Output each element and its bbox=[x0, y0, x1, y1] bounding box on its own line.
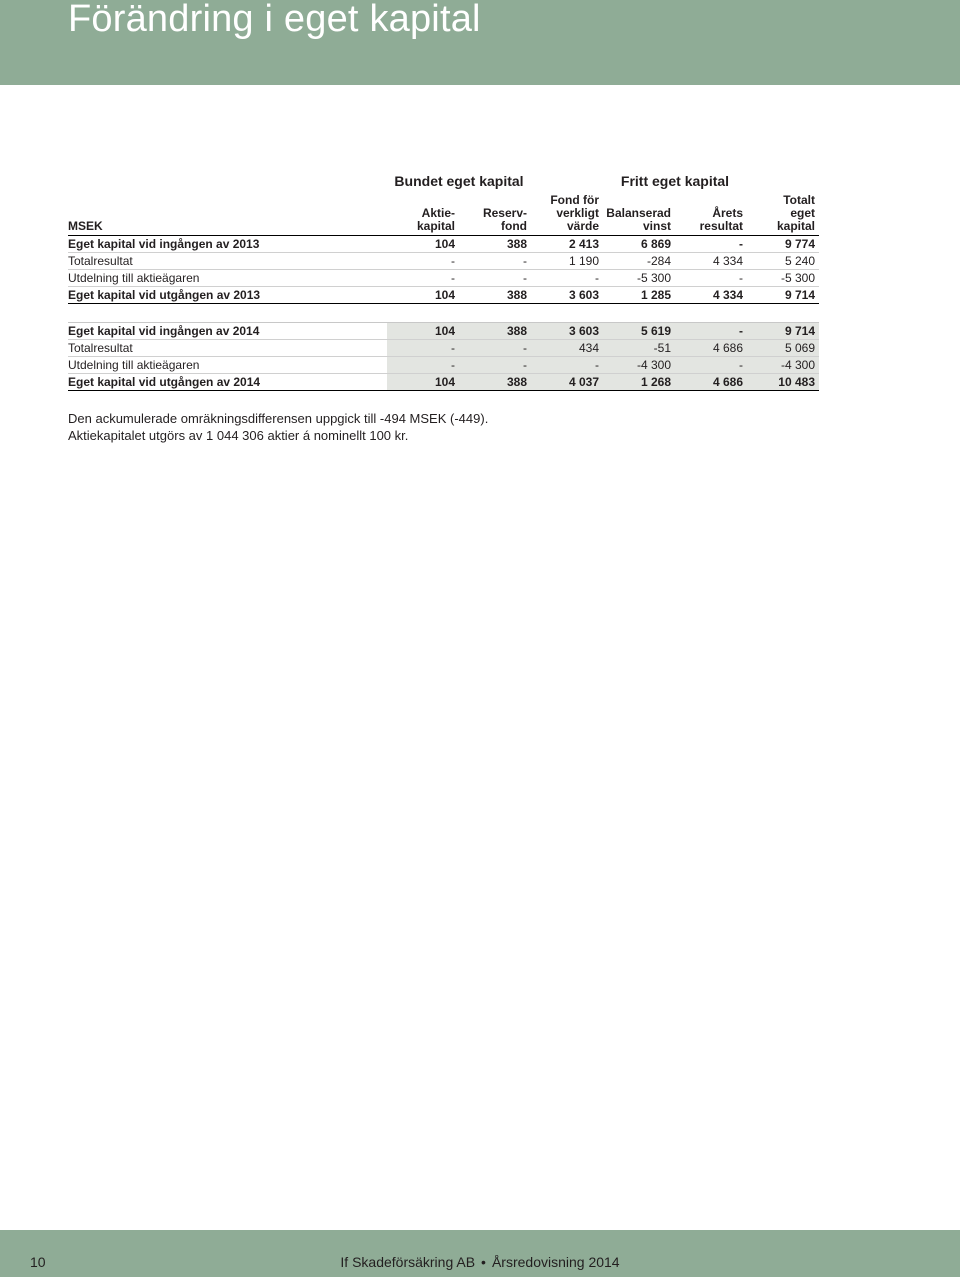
page-number: 10 bbox=[30, 1254, 46, 1270]
notes bbox=[68, 410, 488, 444]
table-row: Eget kapital vid utgången av 2013 104 388 3 603 1 285 4 334 9 714 bbox=[68, 287, 819, 304]
table-row: Eget kapital vid utgången av 2014 104 388 4 037 1 268 4 686 10 483 bbox=[68, 374, 819, 391]
column-header: Totalt eget kapital bbox=[747, 192, 819, 236]
table-row: Totalresultat - - 1 190 -284 4 334 5 240 bbox=[68, 253, 819, 270]
footer-text bbox=[0, 1254, 960, 1270]
column-header: Fond för verkligt värde bbox=[531, 192, 603, 236]
table-row: Eget kapital vid ingången av 2013 104 388 2 413 6 869 - 9 774 bbox=[68, 236, 819, 253]
footer-separator: • bbox=[481, 1254, 486, 1270]
table-row: Utdelning till aktieägaren - - - -5 300 - -5 300 bbox=[68, 270, 819, 287]
table-row: Eget kapital vid ingången av 2014 104 388 3 603 5 619 - 9 714 bbox=[68, 323, 819, 340]
note-share-capital: Aktiekapitalet utgörs av 1 044 306 aktier á nominellt 100 kr. bbox=[68, 428, 409, 443]
column-header: Aktie- kapital bbox=[387, 192, 459, 236]
footer-company: If Skadeförsäkring AB bbox=[340, 1254, 476, 1270]
group-header-row bbox=[68, 170, 819, 192]
unit-label: MSEK bbox=[68, 192, 387, 236]
table-row: Utdelning till aktieägaren - - - -4 300 - -4 300 bbox=[68, 357, 819, 374]
column-header: Årets resultat bbox=[675, 192, 747, 236]
group-header-bundet: Bundet eget kapital bbox=[394, 172, 524, 189]
group-header-fritt: Fritt eget kapital bbox=[620, 172, 730, 189]
note-translation-difference: Den ackumulerade omräkningsdifferensen uppgick till -494 MSEK (-449). bbox=[68, 411, 489, 426]
footer-report: Årsredovisning 2014 bbox=[491, 1254, 620, 1270]
equity-table bbox=[68, 170, 819, 391]
column-header: Reserv- fond bbox=[459, 192, 531, 236]
column-header-row bbox=[68, 192, 819, 236]
page-title: Förändring i eget kapital bbox=[68, 0, 481, 40]
column-header: Balanserad vinst bbox=[603, 192, 675, 236]
table-row: Totalresultat - - 434 -51 4 686 5 069 bbox=[68, 340, 819, 357]
